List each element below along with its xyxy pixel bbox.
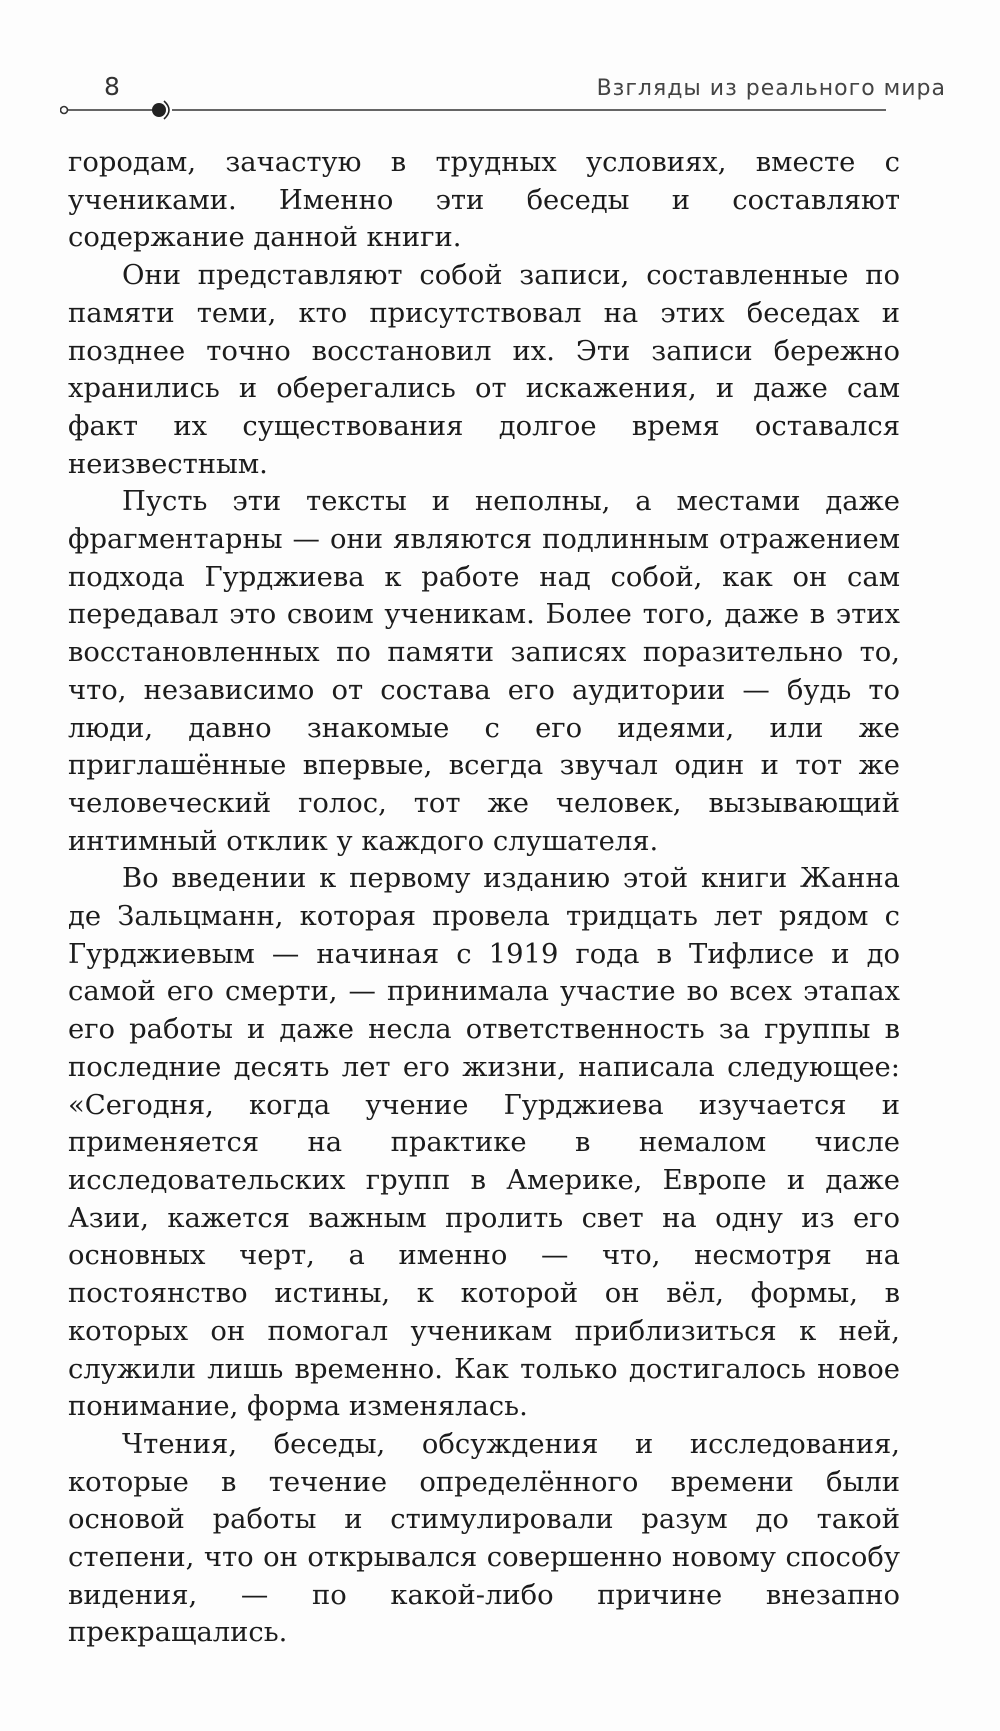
paragraph: Они представляют собой записи, составленные по памяти теми, кто присутствовал на этих беседах и позднее точно восстановил их. Эти записи бережно хранились и оберегались от искажения, и даже сам факт их существования долгое время оставался неизвестным. (68, 260, 900, 480)
paragraph: Пусть эти тексты и неполны, а местами даже фрагментарны — они являются подлинным отражением подхода Гурджиева к работе над собой, как он сам передавал это своим ученикам. Более того, даже в этих восстановленных по памяти записях поразительно то, что, независимо от состава его аудитории — будь то люди, давно знакомые с его идеями, или же приглашённые впервые, всегда звучал один и тот же человеческий голос, тот же человек, вызывающий интимный отклик у каждого слушателя. (68, 486, 900, 857)
header-rule-ornament (60, 100, 960, 124)
paragraph: городам, зачастую в трудных условиях, вместе с учениками. Именно эти беседы и составляют содержание данной книги. (68, 147, 900, 254)
filled-dot-ornament (152, 103, 166, 117)
page-number: 8 (104, 72, 120, 101)
paragraph: Чтения, беседы, обсуждения и исследования, которые в течение определённого времени были основой работы и стимулировали разум до такой степени, что он открывался совершенно новому способу видения, — по какой-либо причине внезапно прекращались. (68, 1428, 900, 1649)
paragraph: Во введении к первому изданию этой книги Жанна де Зальцманн, которая провела тридцать лет рядом с Гурджиевым — начиная с 1919 года в Тифлисе и до самой его смерти, — принимала участие во всех этапах его работы и даже несла ответственность за группы в последние десять лет его жизни, написала следующее: «Сегодня, когда учение Гурджиева изучается и применяется на практике в немалом числе исследовательских групп в Америке, Европе и даже Азии, кажется важным пролить свет на одну из его основных черт, а именно — что, несмотря на постоянство истины, к которой он вёл, формы, в которых он помогал ученикам приблизиться к ней, служили лишь временно. Как только достигалось новое понимание, форма изменялась. (68, 863, 900, 1423)
running-header (60, 72, 960, 132)
running-title: Взгляды из реального мира (596, 76, 946, 101)
small-circle-ornament (61, 107, 68, 114)
body-text (68, 144, 900, 1652)
